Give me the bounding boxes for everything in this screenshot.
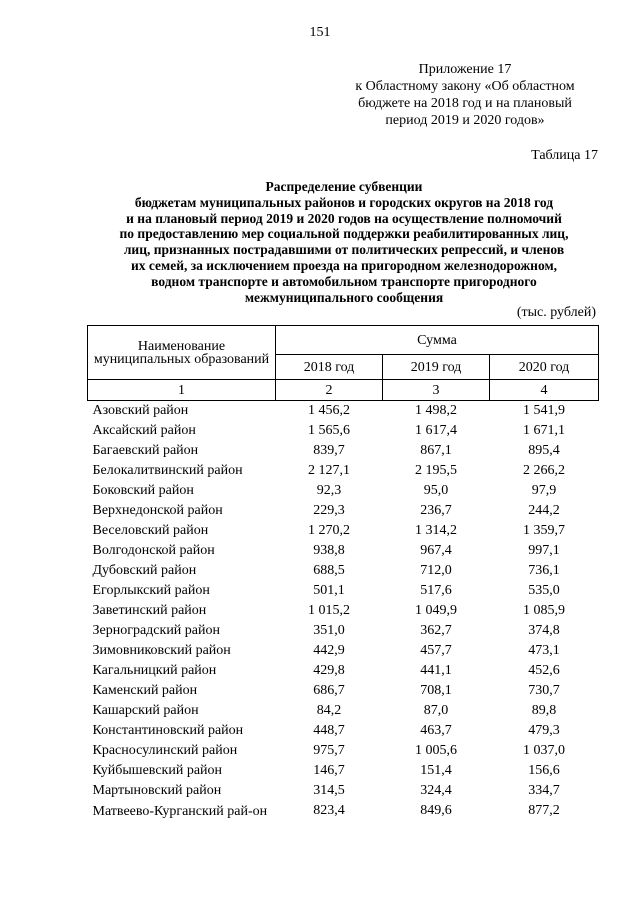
cell-municipality: Константиновский район <box>92 723 244 738</box>
table-label: Таблица 17 <box>531 148 598 163</box>
cell-municipality: Белокалитвинский район <box>92 463 243 478</box>
cell-2018: 442,9 <box>313 643 345 658</box>
appendix-line: бюджете на 2018 год и на плановый <box>358 96 572 111</box>
cell-2020: 736,1 <box>528 563 560 578</box>
cell-2019: 1 617,4 <box>415 423 457 438</box>
cell-municipality: Зимовниковский район <box>92 643 231 658</box>
appendix-header <box>340 61 590 129</box>
table-row <box>88 461 599 481</box>
cell-municipality: Матвеево-Курганский рай-он <box>92 804 268 819</box>
title-line: по предоставлению мер социальной поддержки реабилитированных лиц, <box>119 226 569 242</box>
cell-2019: 324,4 <box>420 783 452 798</box>
cell-2019: 967,4 <box>420 543 452 558</box>
cell-2020: 535,0 <box>528 583 560 598</box>
cell-municipality: Кашарский район <box>92 703 199 718</box>
cell-municipality: Багаевский район <box>92 443 199 458</box>
cell-municipality: Куйбышевский район <box>92 763 223 778</box>
cell-2020: 1 541,9 <box>523 403 565 418</box>
cell-municipality: Кагальницкий район <box>92 663 217 678</box>
cell-2019: 1 005,6 <box>415 743 457 758</box>
cell-2018: 501,1 <box>313 583 345 598</box>
cell-municipality: Егорлыкский район <box>92 583 210 598</box>
column-number: 4 <box>490 380 599 401</box>
cell-2020: 97,9 <box>531 483 557 498</box>
table-row <box>88 721 599 741</box>
table-row <box>88 681 599 701</box>
table-row <box>88 741 599 761</box>
cell-municipality: Дубовский район <box>92 563 197 578</box>
cell-2019: 95,0 <box>423 483 449 498</box>
table-row <box>88 641 599 661</box>
column-number: 1 <box>88 380 276 401</box>
cell-2019: 457,7 <box>420 643 452 658</box>
cell-2020: 877,2 <box>528 803 560 818</box>
cell-2018: 1 456,2 <box>308 403 350 418</box>
cell-2018: 686,7 <box>313 683 345 698</box>
table-row <box>88 401 599 422</box>
column-number: 2 <box>276 380 383 401</box>
cell-2018: 1 565,6 <box>308 423 350 438</box>
cell-municipality: Мартыновский район <box>92 783 222 798</box>
cell-2020: 895,4 <box>528 443 560 458</box>
table-row <box>88 441 599 461</box>
cell-municipality: Веселовский район <box>92 523 209 538</box>
cell-2020: 1 359,7 <box>523 523 565 538</box>
cell-2018: 314,5 <box>313 783 345 798</box>
title-line: бюджетам муниципальных районов и городских округов на 2018 год <box>134 194 554 210</box>
cell-municipality: Верхнедонской район <box>92 503 223 518</box>
cell-2019: 1 498,2 <box>415 403 457 418</box>
cell-2018: 448,7 <box>313 723 345 738</box>
table-row <box>88 481 599 501</box>
title-line: Распределение субвенции <box>265 179 423 194</box>
appendix-line: период 2019 и 2020 годов» <box>385 113 545 128</box>
cell-2020: 89,8 <box>531 703 557 718</box>
header-2019: 2019 год <box>383 355 490 380</box>
column-number: 3 <box>383 380 490 401</box>
cell-2019: 517,6 <box>420 583 452 598</box>
cell-2018: 688,5 <box>313 563 345 578</box>
appendix-line: Приложение 17 <box>418 62 512 77</box>
table-row <box>88 761 599 781</box>
header-2018: 2018 год <box>276 355 383 380</box>
cell-2020: 1 671,1 <box>523 423 565 438</box>
table-row <box>88 801 599 836</box>
table-row <box>88 501 599 521</box>
table-row <box>88 781 599 801</box>
title-line: межмуниципального сообщения <box>244 289 444 305</box>
table-body <box>88 401 599 837</box>
cell-2020: 1 037,0 <box>523 743 565 758</box>
cell-2019: 1 314,2 <box>415 523 457 538</box>
cell-2019: 463,7 <box>420 723 452 738</box>
cell-2018: 92,3 <box>316 483 342 498</box>
title-line: лиц, признанных пострадавшими от политических репрессий, и членов <box>123 242 565 258</box>
cell-2020: 452,6 <box>528 663 560 678</box>
cell-2019: 867,1 <box>420 443 452 458</box>
header-2020: 2020 год <box>490 355 599 380</box>
cell-2018: 351,0 <box>313 623 345 638</box>
cell-municipality: Зерноградский район <box>92 623 220 638</box>
cell-2018: 146,7 <box>313 763 345 778</box>
table-row <box>88 601 599 621</box>
table-row <box>88 701 599 721</box>
cell-2019: 441,1 <box>420 663 452 678</box>
cell-2019: 708,1 <box>420 683 452 698</box>
cell-2018: 938,8 <box>313 543 345 558</box>
subvention-table <box>87 325 599 836</box>
cell-2020: 473,1 <box>528 643 560 658</box>
cell-municipality: Каменский район <box>92 683 198 698</box>
cell-2018: 429,8 <box>313 663 345 678</box>
cell-2018: 2 127,1 <box>308 463 350 478</box>
cell-2018: 839,7 <box>313 443 345 458</box>
cell-2019: 2 195,5 <box>415 463 457 478</box>
cell-2018: 84,2 <box>316 703 342 718</box>
cell-2018: 823,4 <box>313 803 345 818</box>
appendix-line: к Областному закону «Об областном <box>355 79 575 94</box>
cell-2018: 1 015,2 <box>308 603 350 618</box>
cell-municipality: Азовский район <box>92 403 189 418</box>
cell-2018: 229,3 <box>313 503 345 518</box>
units-label: (тыс. рублей) <box>516 305 596 320</box>
cell-2019: 849,6 <box>420 803 452 818</box>
cell-2020: 730,7 <box>528 683 560 698</box>
cell-2018: 975,7 <box>313 743 345 758</box>
cell-2019: 1 049,9 <box>415 603 457 618</box>
cell-2020: 374,8 <box>528 623 560 638</box>
cell-2020: 1 085,9 <box>523 603 565 618</box>
cell-2020: 334,7 <box>528 783 560 798</box>
cell-2020: 244,2 <box>528 503 560 518</box>
cell-2020: 997,1 <box>528 543 560 558</box>
cell-2019: 712,0 <box>420 563 452 578</box>
table-row <box>88 621 599 641</box>
cell-municipality: Красносулинский район <box>92 743 238 758</box>
table-row <box>88 561 599 581</box>
cell-2019: 87,0 <box>423 703 449 718</box>
cell-municipality: Боковский район <box>92 483 194 498</box>
table-row <box>88 661 599 681</box>
table-row <box>88 421 599 441</box>
title-line: водном транспорте и автомобильном транспорте пригородного <box>151 273 537 289</box>
title-line: и на плановый период 2019 и 2020 годов на осуществление полномочий <box>126 210 562 226</box>
header-name: Наименование муниципальных образований <box>88 326 276 380</box>
table-row <box>88 521 599 541</box>
table-row <box>88 581 599 601</box>
cell-municipality: Волгодонской район <box>92 543 215 558</box>
cell-2019: 362,7 <box>420 623 452 638</box>
cell-2020: 479,3 <box>528 723 560 738</box>
cell-2020: 2 266,2 <box>523 463 565 478</box>
cell-municipality: Аксайский район <box>92 423 196 438</box>
cell-2020: 156,6 <box>528 763 560 778</box>
table-row <box>88 541 599 561</box>
page-number: 151 <box>309 25 331 40</box>
cell-2019: 151,4 <box>420 763 452 778</box>
cell-municipality: Заветинский район <box>92 603 207 618</box>
title-line: их семей, за исключением проезда на пригородном железнодорожном, <box>130 257 558 273</box>
header-sum: Сумма <box>276 326 599 355</box>
document-title <box>80 179 608 305</box>
cell-2018: 1 270,2 <box>308 523 350 538</box>
cell-2019: 236,7 <box>420 503 452 518</box>
